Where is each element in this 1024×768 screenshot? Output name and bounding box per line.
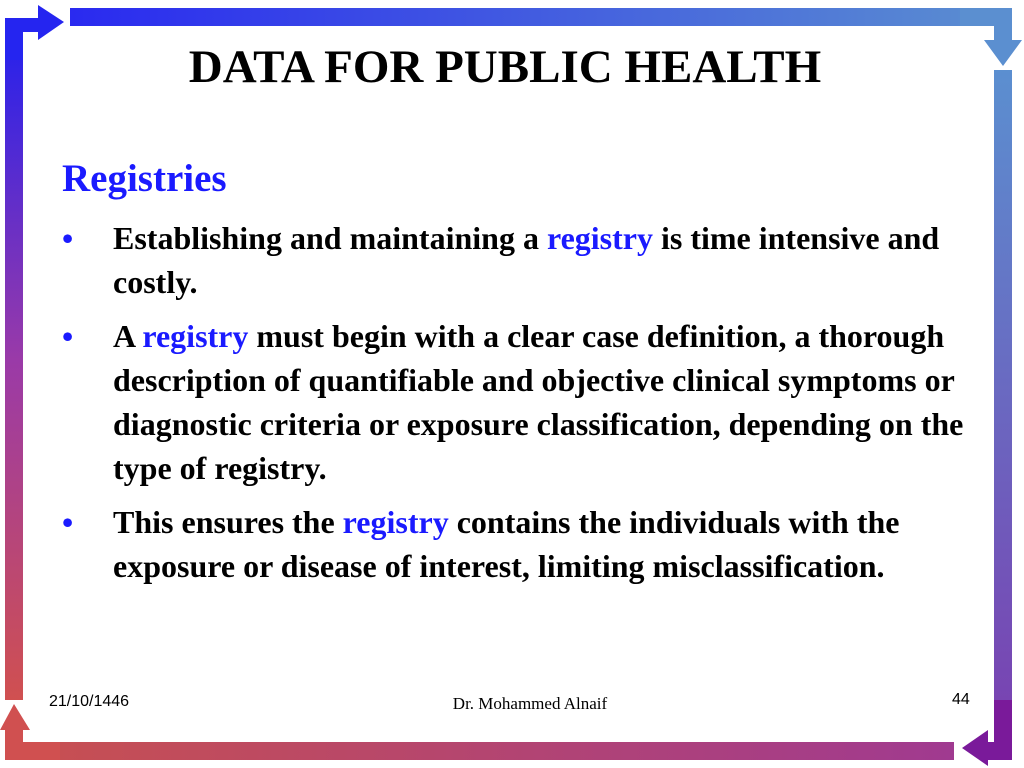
bullet-text-after: is time intensive and costly. — [113, 220, 940, 300]
bullet-text-before: Establishing and maintaining a — [113, 220, 547, 256]
bullet-dot-icon: • — [62, 220, 74, 256]
bullet-keyword: registry — [342, 504, 449, 540]
bullet-text-before: This ensures the — [113, 504, 343, 540]
bullet-text-after: must begin with a clear case definition, a thorough description of quantifiable and objective clinical symptoms or diagnostic criteria or exposure classification, depending on the type of registry. — [113, 318, 964, 486]
bullet-dot-icon: • — [62, 318, 74, 354]
bullet-text-after: contains the individuals with the exposure or disease of interest, limiting misclassification. — [113, 504, 900, 584]
frame-right-bar — [994, 70, 1012, 750]
frame-top-bar — [70, 8, 1010, 26]
bullet-text-before: A — [113, 318, 143, 354]
footer-date: 21/10/1446 — [49, 693, 130, 710]
bullet-item-1 — [62, 216, 972, 304]
section-heading: Registries — [62, 157, 227, 200]
frame-left-bar — [5, 20, 23, 700]
slide-title: DATA FOR PUBLIC HEALTH — [188, 41, 822, 93]
bullet-item-3 — [62, 500, 972, 588]
bullet-dot-icon: • — [62, 504, 74, 540]
bullet-item-2 — [62, 314, 972, 490]
bullet-keyword: registry — [142, 318, 249, 354]
frame-bottom-bar — [14, 742, 954, 760]
bullet-list — [62, 216, 972, 598]
footer-page-number: 44 — [952, 691, 970, 708]
bullet-keyword: registry — [546, 220, 653, 256]
footer-author: Dr. Mohammed Alnaif — [452, 694, 608, 713]
